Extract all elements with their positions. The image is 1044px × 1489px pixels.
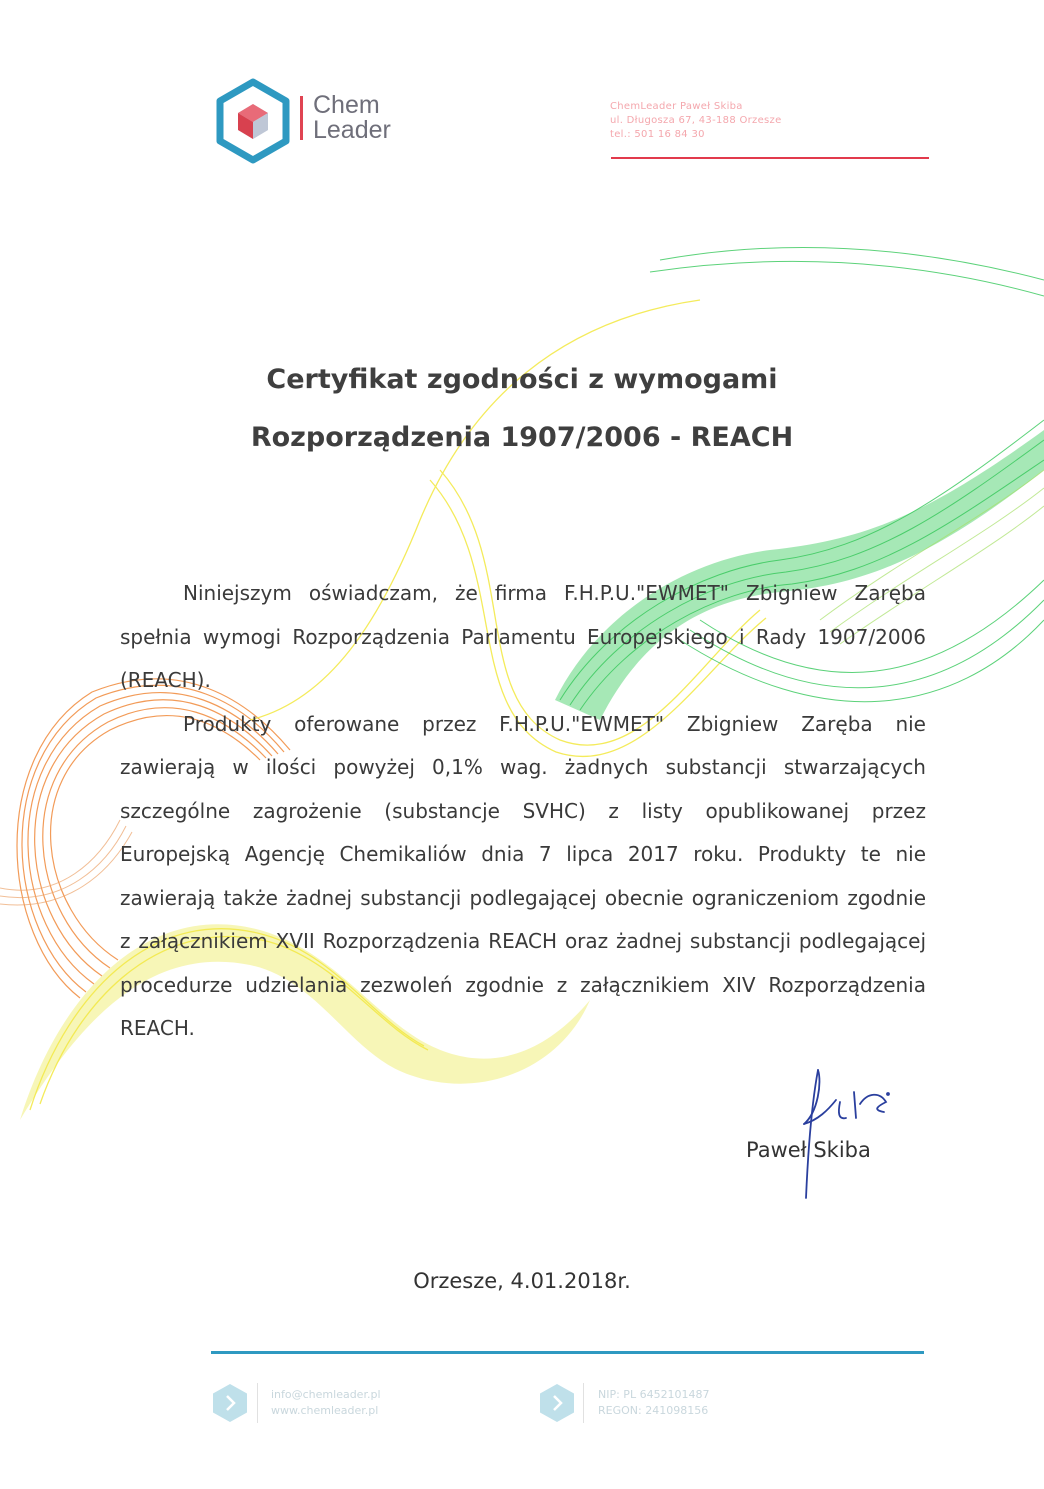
chevron-right-icon <box>537 1383 577 1423</box>
header-contact <box>610 100 782 142</box>
logo-line-leader: Leader <box>313 116 391 144</box>
footer-divider <box>211 1351 924 1354</box>
body-paragraph-1: Niniejszym oświadczam, że firma F.H.P.U."EWMET" Zbigniew Zaręba spełnia wymogi Rozporządzenia Parlamentu Europejskiego i Rady 1907/2006 (REACH). <box>120 581 926 692</box>
body-paragraph-2: Produkty oferowane przez F.H.P.U."EWMET" Zbigniew Zaręba nie zawierają w ilości powyżej 0,1% wag. żadnych substancji stwarzających szczególne zagrożenie (substancje SVHC) z listy opublikowanej przez Europejską Agencję Chemikaliów dnia 7 lipca 2017 roku. Produkty te nie zawierają także żadnej substancji podlegającej obecnie ograniczeniom zgodnie z załącznikiem XVII Rozporządzenia REACH oraz żadnej substancji podlegającej procedurze udzielania zezwoleń zgodnie z załącznikiem XIV Rozporządzenia REACH. <box>120 711 926 1040</box>
header-phone: tel.: 501 16 84 30 <box>610 129 705 140</box>
header-address: ul. Długosza 67, 43-188 Orzesze <box>610 115 782 126</box>
footer-nip: NIP: PL 6452101487 <box>598 1388 710 1401</box>
footer-separator <box>257 1383 258 1423</box>
header-company: ChemLeader Paweł Skiba <box>610 101 743 112</box>
footer-email: info@chemleader.pl <box>271 1388 381 1401</box>
chemleader-logo-icon <box>214 78 292 164</box>
header-divider <box>611 157 929 159</box>
handwritten-signature <box>788 1062 898 1207</box>
place-and-date: Orzesze, 4.01.2018r. <box>413 1269 631 1293</box>
signatory-name: Paweł Skiba <box>746 1138 871 1162</box>
logo-divider <box>300 96 303 140</box>
logo-wordmark <box>313 93 391 143</box>
certificate-title-line2: Rozporządzenia 1907/2006 - REACH <box>250 422 794 453</box>
certificate-body <box>120 572 926 1051</box>
footer-separator <box>583 1383 584 1423</box>
footer-website: www.chemleader.pl <box>271 1404 379 1417</box>
footer-registry <box>598 1387 710 1419</box>
footer-contact <box>271 1387 381 1419</box>
logo-line-chem: Chem <box>313 91 380 119</box>
footer-regon: REGON: 241098156 <box>598 1404 709 1417</box>
chevron-right-icon <box>210 1383 250 1423</box>
certificate-title-line1: Certyfikat zgodności z wymogami <box>266 364 778 395</box>
